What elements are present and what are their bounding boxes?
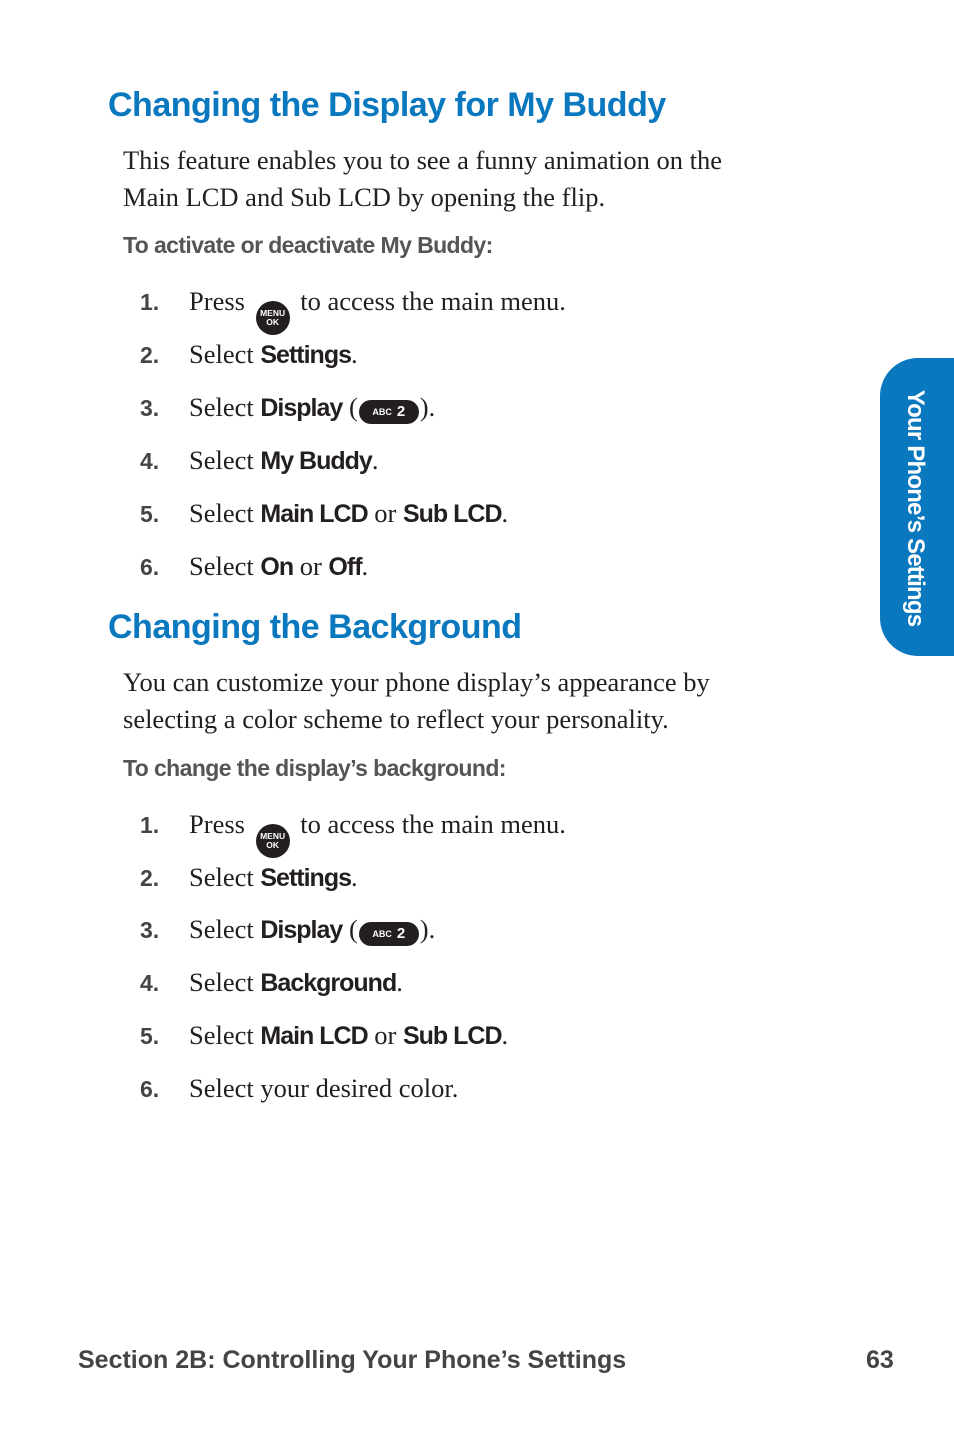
menu-ok-key-icon <box>256 824 290 858</box>
key-label: OK <box>266 317 279 327</box>
step-item <box>140 857 860 897</box>
step-item <box>140 804 860 850</box>
step-number: 5. <box>140 501 160 527</box>
intro-paragraph-background <box>123 664 823 738</box>
step-number: 6. <box>140 1076 160 1102</box>
subhead-change-background: To change the display’s background: <box>123 755 506 781</box>
key-label: 2 <box>396 925 406 942</box>
step-item <box>140 1068 860 1108</box>
step-text: Select <box>189 392 254 422</box>
step-text: Select <box>189 862 254 892</box>
step-text: Select <box>189 1020 254 1050</box>
intro-line: This feature enables you to see a funny animation on the <box>123 145 723 175</box>
step-item <box>140 1015 860 1055</box>
menu-option-label: Main LCD <box>260 500 368 528</box>
step-text: ( <box>348 914 358 944</box>
key-label: 2 <box>396 403 406 420</box>
menu-option-label: Display <box>260 394 343 422</box>
step-number: 1. <box>140 812 160 838</box>
menu-option-label: Sub LCD <box>402 500 502 528</box>
menu-option-label: Off <box>328 553 362 581</box>
step-text: ). <box>419 392 436 422</box>
intro-line: You can customize your phone display’s appearance by <box>123 667 710 697</box>
step-text: or <box>374 1020 397 1050</box>
section-title-background: Changing the Background <box>108 608 522 646</box>
abc2-key-icon <box>359 922 419 946</box>
step-item <box>140 334 860 374</box>
step-text: . <box>371 445 379 475</box>
step-text: Press <box>189 809 245 839</box>
step-number: 3. <box>140 395 160 421</box>
menu-option-label: My Buddy <box>260 447 372 475</box>
step-number: 4. <box>140 970 160 996</box>
step-text: Select <box>189 339 254 369</box>
step-text: Press <box>189 286 245 316</box>
step-number: 3. <box>140 917 160 943</box>
key-label: MENU <box>260 831 286 841</box>
step-number: 2. <box>140 865 160 891</box>
key-label: MENU <box>260 308 286 318</box>
step-number: 1. <box>140 289 160 315</box>
key-label: ABC <box>372 407 392 417</box>
step-text: to access the main menu. <box>300 809 566 839</box>
side-tab-label: Your Phone’s Settings <box>902 389 929 627</box>
intro-line: Main LCD and Sub LCD by opening the flip. <box>123 182 606 212</box>
step-text: . <box>361 551 369 581</box>
step-text: Select <box>189 551 254 581</box>
menu-option-label: Background <box>260 969 397 997</box>
menu-option-label: Settings <box>260 341 351 369</box>
abc2-key-icon <box>359 400 419 424</box>
intro-line: selecting a color scheme to reflect your personality. <box>123 704 669 734</box>
key-label: OK <box>266 840 279 850</box>
step-text: . <box>396 967 403 997</box>
subhead-activate-my-buddy: To activate or deactivate My Buddy: <box>123 232 493 258</box>
step-item <box>140 440 860 480</box>
step-item <box>140 909 860 949</box>
step-number: 5. <box>140 1023 160 1049</box>
footer-section-title: Section 2B: Controlling Your Phone’s Settings <box>78 1346 627 1374</box>
step-text: Select <box>189 445 254 475</box>
step-item <box>140 493 860 533</box>
section-title-my-buddy: Changing the Display for My Buddy <box>108 86 666 124</box>
step-item <box>140 546 860 586</box>
step-text: Select <box>189 967 254 997</box>
step-text: Select <box>189 498 254 528</box>
step-number: 2. <box>140 342 160 368</box>
page-number: 63 <box>866 1346 894 1374</box>
menu-ok-key-icon <box>256 301 290 335</box>
intro-paragraph-my-buddy <box>123 142 823 216</box>
step-text: ( <box>348 392 358 422</box>
menu-option-label: On <box>260 553 294 581</box>
menu-option-label: Display <box>260 916 343 944</box>
step-text: or <box>374 498 397 528</box>
step-item <box>140 281 860 327</box>
step-text: . <box>351 339 358 369</box>
step-text: . <box>501 1020 509 1050</box>
menu-option-label: Settings <box>260 864 351 892</box>
step-text: or <box>299 551 322 581</box>
step-text: . <box>351 862 358 892</box>
step-text: to access the main menu. <box>300 286 566 316</box>
step-number: 4. <box>140 448 160 474</box>
step-text: Select <box>189 914 254 944</box>
step-text: Select your desired color. <box>189 1073 459 1103</box>
step-item <box>140 962 860 1002</box>
menu-option-label: Main LCD <box>260 1022 368 1050</box>
step-text: . <box>501 498 509 528</box>
step-number: 6. <box>140 554 160 580</box>
menu-option-label: Sub LCD <box>402 1022 502 1050</box>
step-item <box>140 387 860 427</box>
key-label: ABC <box>372 929 392 939</box>
step-text: ). <box>419 914 436 944</box>
